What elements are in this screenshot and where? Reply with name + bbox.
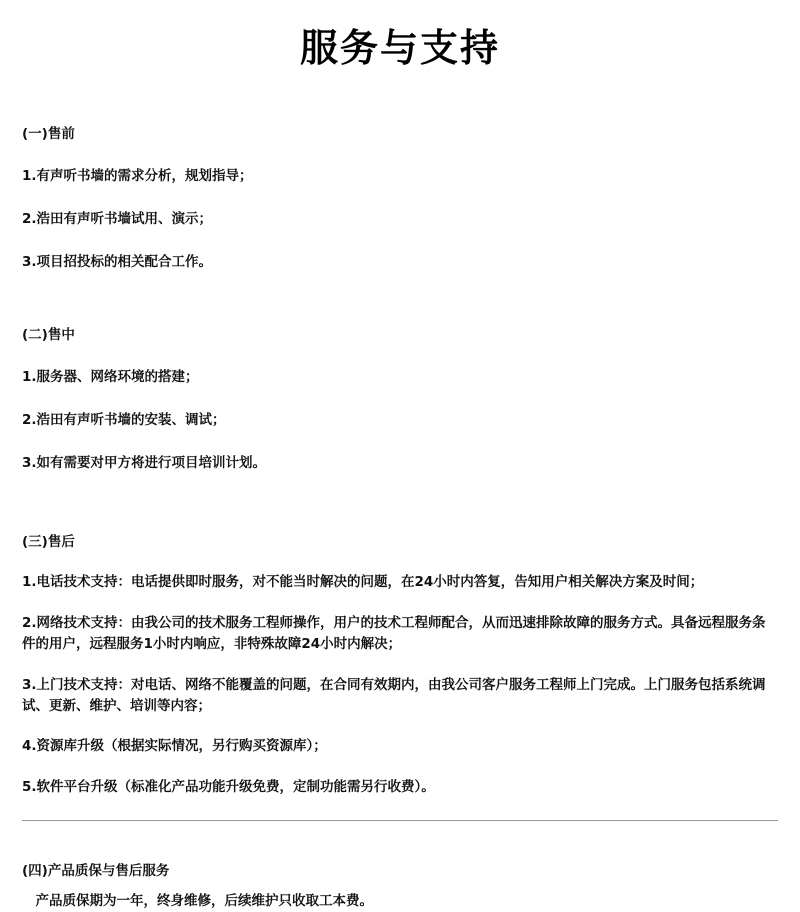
section-heading: (二)售中	[22, 326, 75, 343]
page-title: 服务与支持	[299, 26, 500, 70]
section-heading: (一)售前	[22, 125, 75, 142]
list-item: 3.如有需要对甲方将进行项目培训计划。	[22, 454, 267, 471]
section-during-sales	[22, 325, 778, 474]
list-item: 1.有声听书墙的需求分析，规划指导；	[22, 167, 253, 184]
list-item: 1.电话技术支持：电话提供即时服务，对不能当时解决的问题，在24小时内答复，告知用户相关解决方案及时间；	[22, 573, 704, 590]
section-heading: (四)产品质保与售后服务	[22, 863, 170, 880]
section-after-sales	[22, 532, 778, 799]
list-item: 2.浩田有声听书墙的安装、调试；	[22, 411, 226, 428]
divider	[22, 820, 778, 821]
list-item: 2.网络技术支持：由我公司的技术服务工程师操作，用户的技术工程师配合，从而迅速排除故障的服务方式。具备远程服务条件的用户，远程服务1小时内响应，非特殊故障24小时内解决；	[22, 614, 766, 652]
list-item: 4.资源库升级（根据实际情况，另行购买资源库）；	[22, 738, 327, 755]
section-warranty	[22, 861, 778, 911]
section-heading: (三)售后	[22, 533, 75, 550]
section-pre-sales	[22, 124, 778, 273]
list-item: 3.项目招投标的相关配合工作。	[22, 253, 213, 270]
document-page	[0, 12, 800, 909]
list-item: 3.上门技术支持：对电话、网络不能覆盖的问题，在合同有效期内，由我公司客户服务工程师上门完成。上门服务包括系统调试、更新、维护、培训等内容；	[22, 676, 766, 714]
list-item: 1.服务器、网络环境的搭建；	[22, 368, 199, 385]
list-item: 产品质保期为一年，终身维修，后续维护只收取工本费。	[35, 892, 373, 909]
list-item: 2.浩田有声听书墙试用、演示；	[22, 210, 213, 227]
list-item: 5.软件平台升级（标准化产品功能升级免费，定制功能需另行收费）。	[22, 779, 435, 796]
